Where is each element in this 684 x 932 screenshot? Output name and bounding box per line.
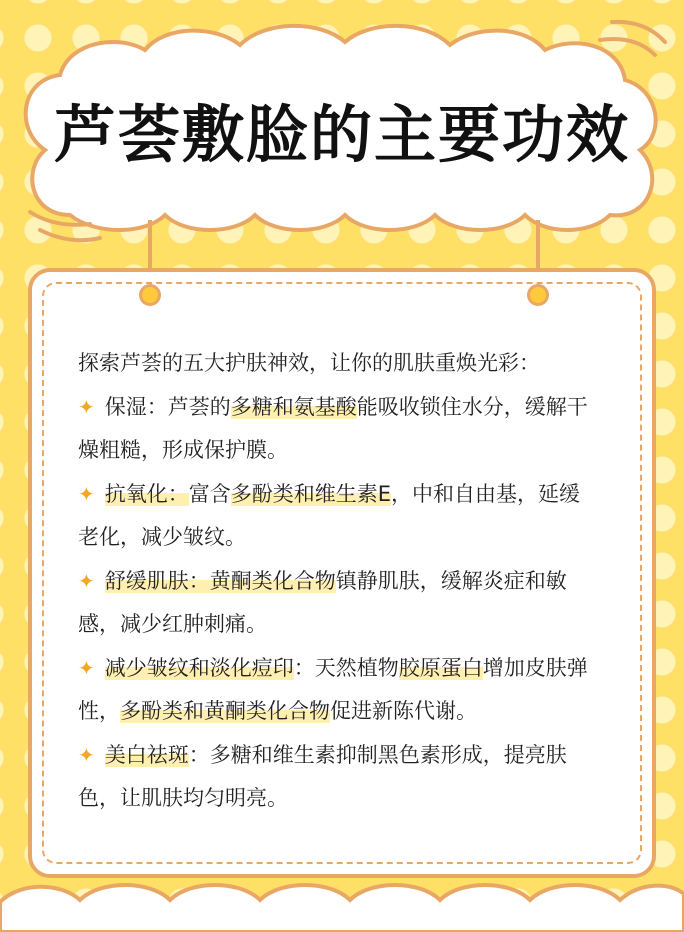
effect-text: 促进新陈代谢。 bbox=[330, 699, 477, 723]
effect-item bbox=[78, 647, 598, 734]
effect-text: ，中和自由基，延缓老化，减少皱纹。 bbox=[78, 481, 581, 549]
effect-item bbox=[78, 473, 598, 560]
intro-text: 探索芦荟的五大护肤神效，让你的肌肤重焕光彩： bbox=[78, 351, 540, 375]
sparkle-icon: ✦ bbox=[78, 568, 95, 593]
effect-text: 增加皮肤弹性， bbox=[78, 655, 588, 723]
highlighted-text: 抗氧化： bbox=[104, 481, 189, 506]
bottom-cloud bbox=[0, 872, 684, 932]
highlighted-text: 减少皱纹和淡化痘印 bbox=[104, 655, 294, 680]
effect-item bbox=[78, 560, 598, 647]
highlighted-text: 胶原蛋白 bbox=[398, 655, 483, 680]
effect-text: 保湿：芦荟的 bbox=[104, 394, 231, 419]
effect-item bbox=[78, 734, 598, 821]
sparkle-icon: ✦ bbox=[78, 481, 95, 506]
effect-text: 富含 bbox=[188, 481, 231, 506]
pin-right bbox=[527, 284, 549, 306]
highlighted-text: 美白祛斑 bbox=[104, 742, 189, 767]
pin-left bbox=[139, 284, 161, 306]
effect-text: 镇静肌肤，缓解炎症和敏感，减少红肿刺痛。 bbox=[78, 568, 567, 636]
effect-text: ：天然植物 bbox=[293, 655, 399, 680]
content-body bbox=[78, 342, 598, 821]
page-title: 芦荟敷脸的主要功效 bbox=[53, 98, 630, 171]
content-card bbox=[28, 268, 656, 878]
sparkle-icon: ✦ bbox=[78, 742, 95, 767]
highlighted-text: 多酚类和黄酮类化合物 bbox=[120, 699, 330, 723]
highlighted-text: 舒缓肌肤： bbox=[104, 568, 210, 593]
highlighted-text: 多糖和氨基酸 bbox=[230, 394, 357, 419]
effect-text: ：多糖和维生素抑制黑色素形成，提亮肤色，让肌肤均匀明亮。 bbox=[78, 742, 567, 810]
highlighted-text: 多酚类和维生素E bbox=[230, 481, 392, 506]
sparkle-icon: ✦ bbox=[78, 394, 95, 419]
sparkle-icon: ✦ bbox=[78, 655, 95, 680]
effect-text: 能吸收锁住水分，缓解干燥粗糙，形成保护膜。 bbox=[78, 394, 588, 462]
effect-item bbox=[78, 386, 598, 473]
title-area bbox=[30, 45, 654, 225]
effects-list bbox=[78, 386, 598, 821]
highlighted-text: 黄酮类化合物 bbox=[209, 568, 336, 593]
